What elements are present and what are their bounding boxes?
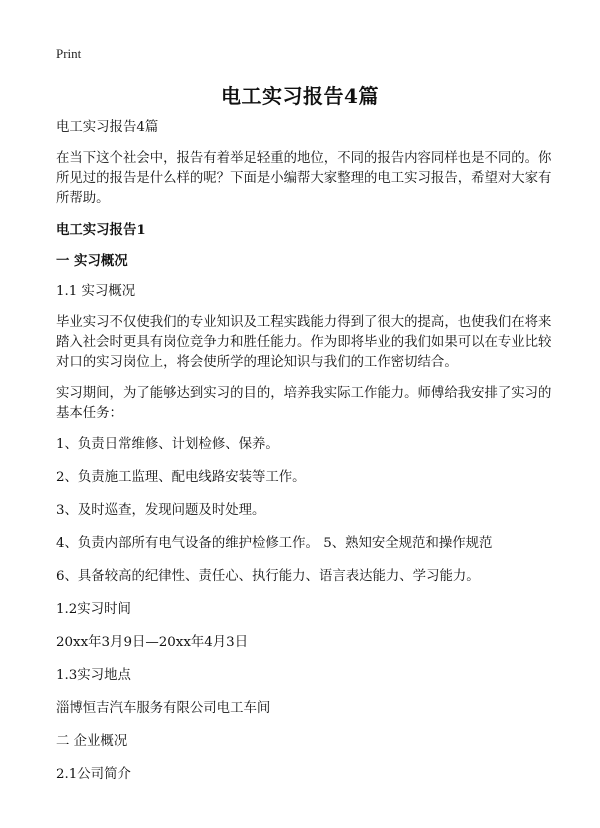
task-item: 6、具备较高的纪律性、责任心、执行能力、语言表达能力、学习能力。 — [56, 569, 480, 584]
part-heading: 二 企业概况 — [56, 734, 128, 749]
time-range: 20xx年3月9日—20xx年4月3日 — [56, 635, 249, 650]
task-item: 2、负责施工监理、配电线路安装等工作。 — [56, 470, 306, 485]
page-title: 电工实习报告4篇 — [221, 84, 379, 108]
subsection-heading: 1.3实习地点 — [56, 668, 131, 683]
print-label: Print — [56, 46, 82, 61]
paragraph: 毕业实习不仅使我们的专业知识及工程实践能力得到了很大的提高，也使我们在将来踏入社会时更具有岗位竞争力和胜任能力。作为即将毕业的我们如果可以在专业比较对口的实习岗位上，将会使所学的理论知识与我们的工作密切结合。 — [56, 315, 552, 370]
subtitle: 电工实习报告4篇 — [56, 120, 159, 135]
intro-paragraph: 在当下这个社会中，报告有着举足轻重的地位，不同的报告内容同样也是不同的。你所见过的报告是什么样的呢？下面是小编帮大家整理的电工实习报告，希望对大家有所帮助。 — [56, 151, 552, 206]
task-item: 1、负责日常维修、计划检修、保养。 — [56, 437, 279, 452]
subsection-heading: 2.1公司简介 — [56, 767, 131, 782]
paragraph: 实习期间，为了能够达到实习的目的，培养我实际工作能力。师傅给我安排了实习的基本任务： — [56, 386, 552, 421]
subsection-heading: 1.1 实习概况 — [56, 284, 136, 299]
task-item: 4、负责内部所有电气设备的维护检修工作。 5、熟知安全规范和操作规范 — [56, 536, 493, 551]
part-heading: 一 实习概况 — [56, 253, 128, 269]
location: 淄博恒吉汽车服务有限公司电工车间 — [56, 701, 271, 716]
subsection-heading: 1.2实习时间 — [56, 602, 131, 617]
document-body — [56, 118, 552, 798]
task-item: 3、及时巡查，发现问题及时处理。 — [56, 503, 266, 518]
section-heading: 电工实习报告1 — [56, 222, 146, 238]
